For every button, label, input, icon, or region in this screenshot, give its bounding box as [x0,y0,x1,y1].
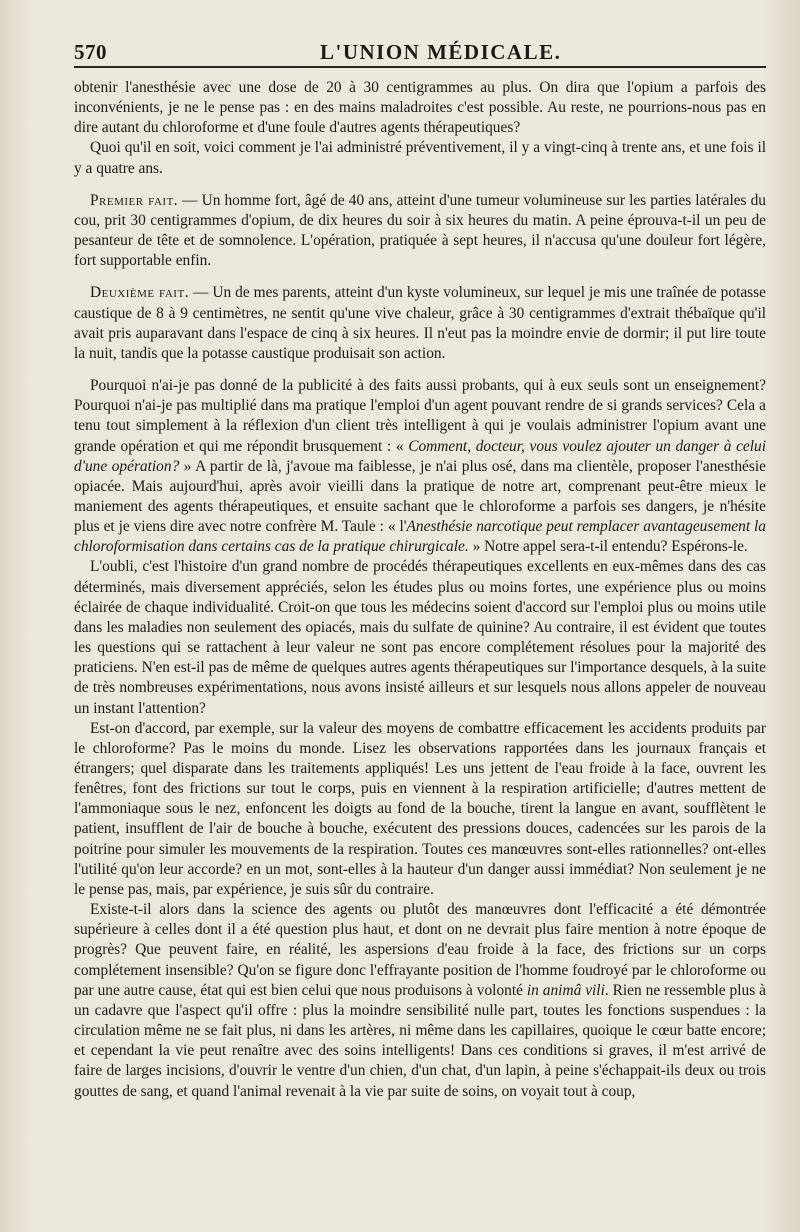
first-case-text: — Un homme fort, âgé de 40 ans, atteint d'une tumeur volumineuse sur les parties latérales du cou, prit 30 centigrammes d'opium, de dix heures du soir à six heures du matin. A peine éprouva-t-il un peu de pesanteur de tête et de somnolence. L'opération, pratiquée à sept heures, il n'accusa qu'une douleur fort légère, fort supportable enfin. [74,191,766,270]
client-quote: Comment, docteur, vous voulez ajouter un danger à celui d'une opération? [74,437,766,475]
manoeuvres-text-a: Existe-t-il alors dans la science des agents ou plutôt des manœuvres dont l'efficacité a été démontrée supérieure à celles dont il a été question plus haut, et dont on ne devrait plus faire mention à notre époque de progrès? Que peuvent faire, en réalité, les aspersions d'eau froide à la face, des frictions sur un corps complétement insensible? Qu'on se figure donc l'effrayante position de l'homme foudroyé par le chloroforme ou par une autre cause, état qui est bien celui que nous produisons à volonté [74,901,766,999]
publicity-text-a: Pourquoi n'ai-je pas donné de la publicité à des faits aussi probants, qui à eux seuls sont un enseignement? Pourquoi n'ai-je pas multiplié dans ma pratique l'emploi d'un agent pouvant rendre de si grands services? Cela a tenu tout simplement à la réflexion d'un client très intelligent à qui je voulais administrer l'opium avant une grande opération et qui me répondit brusquement : « [74,377,766,455]
second-case-text: — Un de mes parents, atteint d'un kyste volumineux, sur lequel je mis une traînée de potasse caustique de 8 à 9 centimètres, ne sentit qu'une vive chaleur, grâce à 30 centigrammes d'extrait thébaïque qu'il avait pris auparavant dans l'espace de cinq à six heures. Il n'eut pas la moindre envie de dormir; il put lire toute la nuit, tandis que la potasse caustique produisait son action. [74,284,766,362]
latin-phrase: in animâ vili [526,981,605,999]
paragraph-preventive-use: Quoi qu'il en soit, voici comment je l'ai administré préventivement, il y a vingt-cinq à trente ans, et une fois il y a quatre ans. [74,139,766,177]
publicity-text-c: » Notre appel sera-t-il entendu? Espérons-le. [468,538,748,556]
paragraph-second-case [74,283,766,364]
manoeuvres-text-b: . Rien ne ressemble plus à un cadavre que l'aspect qu'il offre : plus la moindre sensibilité nulle part, toutes les fonctions suspendues : la circulation même ne se fait plus, ni dans les artères, ni même dans les capillaires, quoique le cœur batte encore; et cependant la vie peut renaître avec des soins intelligents! Dans ces conditions si graves, il m'est arrivé de faire de larges incisions, d'ouvrir le ventre d'un chien, d'un chat, d'un lapin, à peine s'échappait-ils deux ou trois gouttes de sang, et quand l'animal revenait à la vie par suite de soins, on voyait tout à coup, [74,981,766,1100]
second-case-label: Deuxième fait. [90,284,190,302]
taule-title: Anesthésie narcotique peut remplacer avantageusement la chloroformisation dans certains cas de la pratique chirurgicale. [74,518,766,556]
journal-title: L'UNION MÉDICALE. [320,40,562,64]
first-case-label: Premier fait. [90,191,179,209]
paragraph-manoeuvres [74,900,766,1102]
paragraph-oubli: L'oubli, c'est l'histoire d'un grand nombre de procédés thérapeutiques excellents en eux-mêmes dans des cas déterminés, mais diversement appréciés, selon les études plus ou moins fortes, une expérience plus ou moins éclairée de chaque individualité. Croit-on que tous les médecins soient d'accord sur l'emploi plus ou moins utile dans les maladies non seulement des opiacés, mais du sulfate de quinine? Au contraire, il est évident que toutes les questions qui se rattachent à leur valeur ne sont pas encore complétement résolues pour la majorité des praticiens. N'en est-il pas de même de quelques autres agents thérapeutiques sur l'importance desquels, à la suite de très nombreuses expérimentations, nous avons insisté ailleurs et sur lesquels nous allons appeler de nouveau un instant l'attention? [74,558,766,717]
paragraph-opium-dose: obtenir l'anesthésie avec une dose de 20 à 30 centigrammes au plus. On dira que l'opium a parfois des inconvénients, je ne le pense pas : en des mains maladroites c'est possible. Au reste, ne pourrions-nous pas en dire autant du chloroforme et d'une foule d'autres agents thérapeutiques? [74,79,766,137]
article-body [74,78,766,1102]
paragraph-publicity [74,376,766,557]
paragraph-chloroform-accidents: Est-on d'accord, par exemple, sur la valeur des moyens de combattre efficacement les accidents produits par le chloroforme? Pas le moins du monde. Lisez les observations rapportées dans les journaux français et étrangers; quel disparate dans les traitements appliqués! Les uns jettent de l'eau froide à la face, ouvrent les fenêtres, font des frictions sur tout le corps, puis en viennent à la respiration artificielle; d'autres mettent de l'ammoniaque sous le nez, enfoncent les doigts au fond de la bouche, tirent la langue en avant, soufflètent le patient, insufflent de l'air de bouche à bouche, exécutent des pressions douces, cadencées sur les parois de la poitrine pour simuler les mouvements de la respiration. Toutes ces manœuvres sont-elles rationnelles? ont-elles l'utilité qu'on leur accorde? en un mot, sont-elles à la hauteur d'un danger aussi immédiat? Non seulement je ne le pense pas, mais, par expérience, je suis sûr du contraire. [74,719,766,898]
running-head [74,40,766,68]
page-number: 570 [74,40,107,64]
paragraph-first-case [74,191,766,272]
publicity-text-b: » A partir de là, j'avoue ma faiblesse, je n'ai plus osé, dans ma clientèle, proposer l'anesthésie opiacée. Mais aujourd'hui, après avoir vieilli dans la pratique de notre art, comprenant peut-être mieux le maniement des agents thérapeutiques, et ensuite sachant que le chloroforme a parfois ses dangers, je n'hésite plus et je viens dire avec notre confrère M. Taule : « l' [74,457,766,536]
